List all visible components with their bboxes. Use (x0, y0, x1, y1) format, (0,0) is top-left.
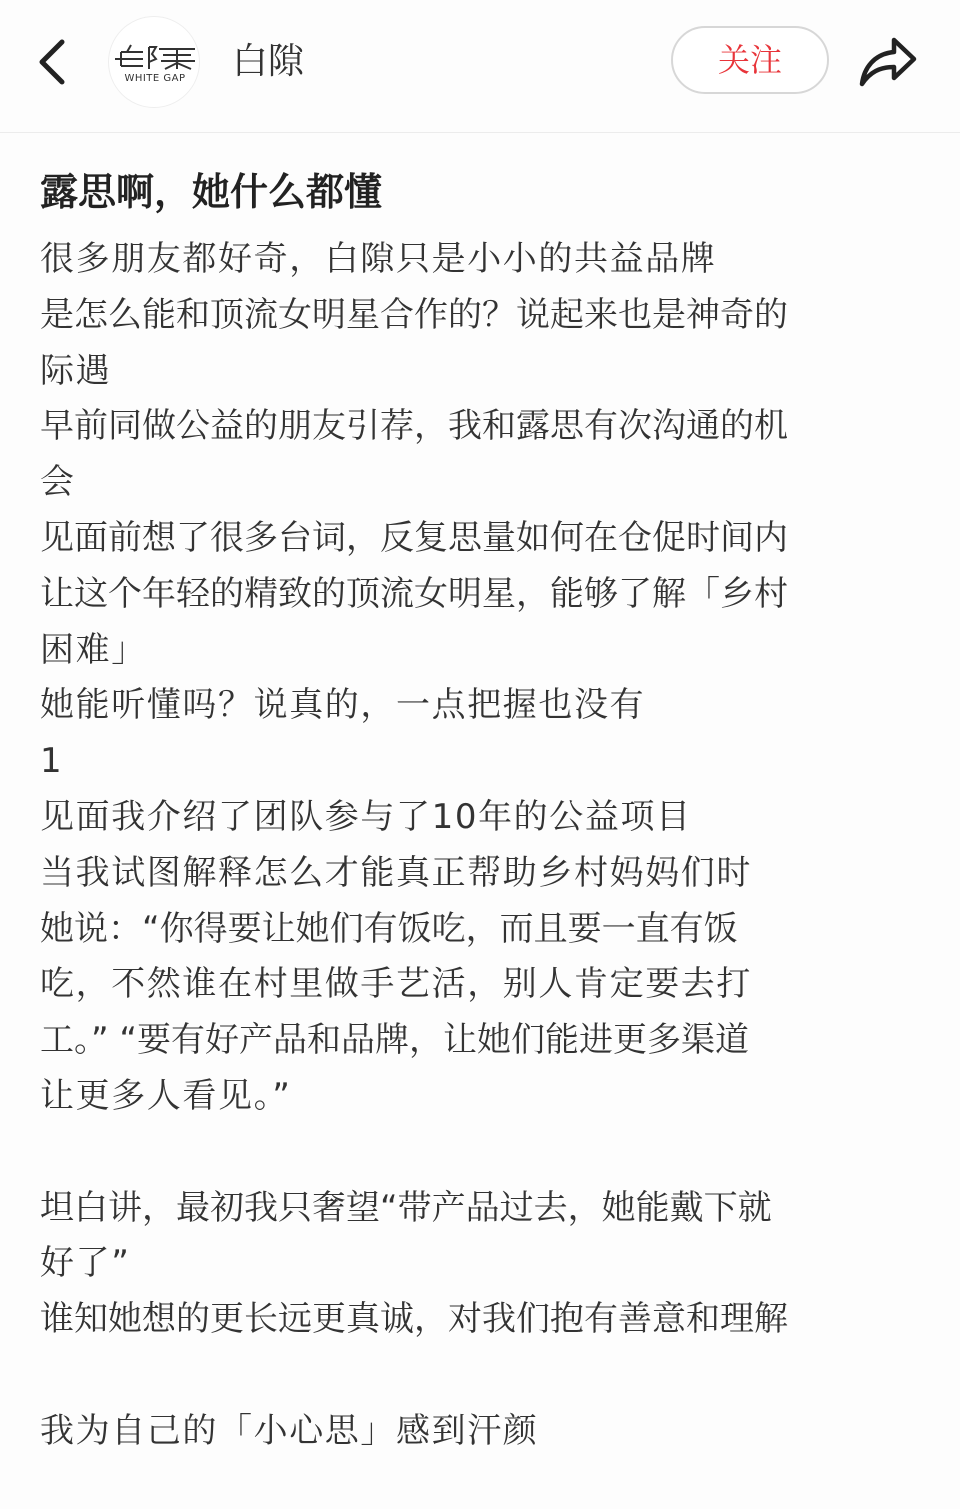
post-body (40, 232, 925, 1460)
body-line (40, 1348, 925, 1404)
body-line: 让更多人看见。” (40, 1075, 292, 1116)
body-line: 工。” “要有好产品和品牌，让她们能进更多渠道 (40, 1020, 750, 1061)
body-line: 吃，不然谁在村里做手艺活，别人肯定要去打 (40, 964, 752, 1005)
follow-button[interactable]: 关注 (671, 26, 829, 94)
top-bar (0, 0, 960, 133)
brand-logo (109, 17, 200, 108)
body-line: 她能听懂吗？说真的，一点把握也没有 (40, 685, 646, 726)
body-line: 当我试图解释怎么才能真正帮助乡村妈妈们时 (40, 852, 752, 893)
body-line: 1 (40, 741, 64, 782)
body-line (40, 1125, 925, 1181)
body-line: 坦白讲，最初我只奢望“带产品过去，她能戴下就 (40, 1187, 772, 1228)
body-line: 会 (40, 462, 76, 503)
back-arrow-icon (30, 30, 78, 94)
body-line: 困难」 (40, 629, 147, 670)
body-line: 她说：“你得要让她们有饭吃，而且要一直有饭 (40, 908, 738, 949)
body-line: 让这个年轻的精致的顶流女明星，能够了解「乡村 (40, 573, 788, 614)
logo-wordmark: WHITE GAP (124, 73, 186, 84)
body-line: 我为自己的「小心思」感到汗颜 (40, 1410, 539, 1451)
account-name[interactable]: 白隙 (232, 41, 305, 82)
share-button[interactable] (856, 32, 920, 92)
body-line: 见面前想了很多台词，反复思量如何在仓促时间内 (40, 517, 788, 558)
bottom-area (0, 1480, 960, 1509)
body-line: 际遇 (40, 350, 112, 391)
body-line: 是怎么能和顶流女明星合作的？说起来也是神奇的 (40, 294, 788, 335)
body-line: 很多朋友都好奇，白隙只是小小的共益品牌 (40, 239, 717, 279)
body-line: 谁知她想的更长远更真诚，对我们抱有善意和理解 (40, 1299, 788, 1340)
post-content (40, 160, 925, 1460)
avatar[interactable] (108, 16, 200, 108)
body-line: 见面我介绍了团队参与了10年的公益项目 (40, 796, 692, 837)
back-button[interactable] (30, 30, 78, 94)
share-icon (856, 32, 920, 92)
body-line: 早前同做公益的朋友引荐，我和露思有次沟通的机 (40, 406, 788, 447)
post-title: 露思啊，她什么都懂 (40, 170, 383, 214)
body-line: 好了” (40, 1243, 131, 1284)
